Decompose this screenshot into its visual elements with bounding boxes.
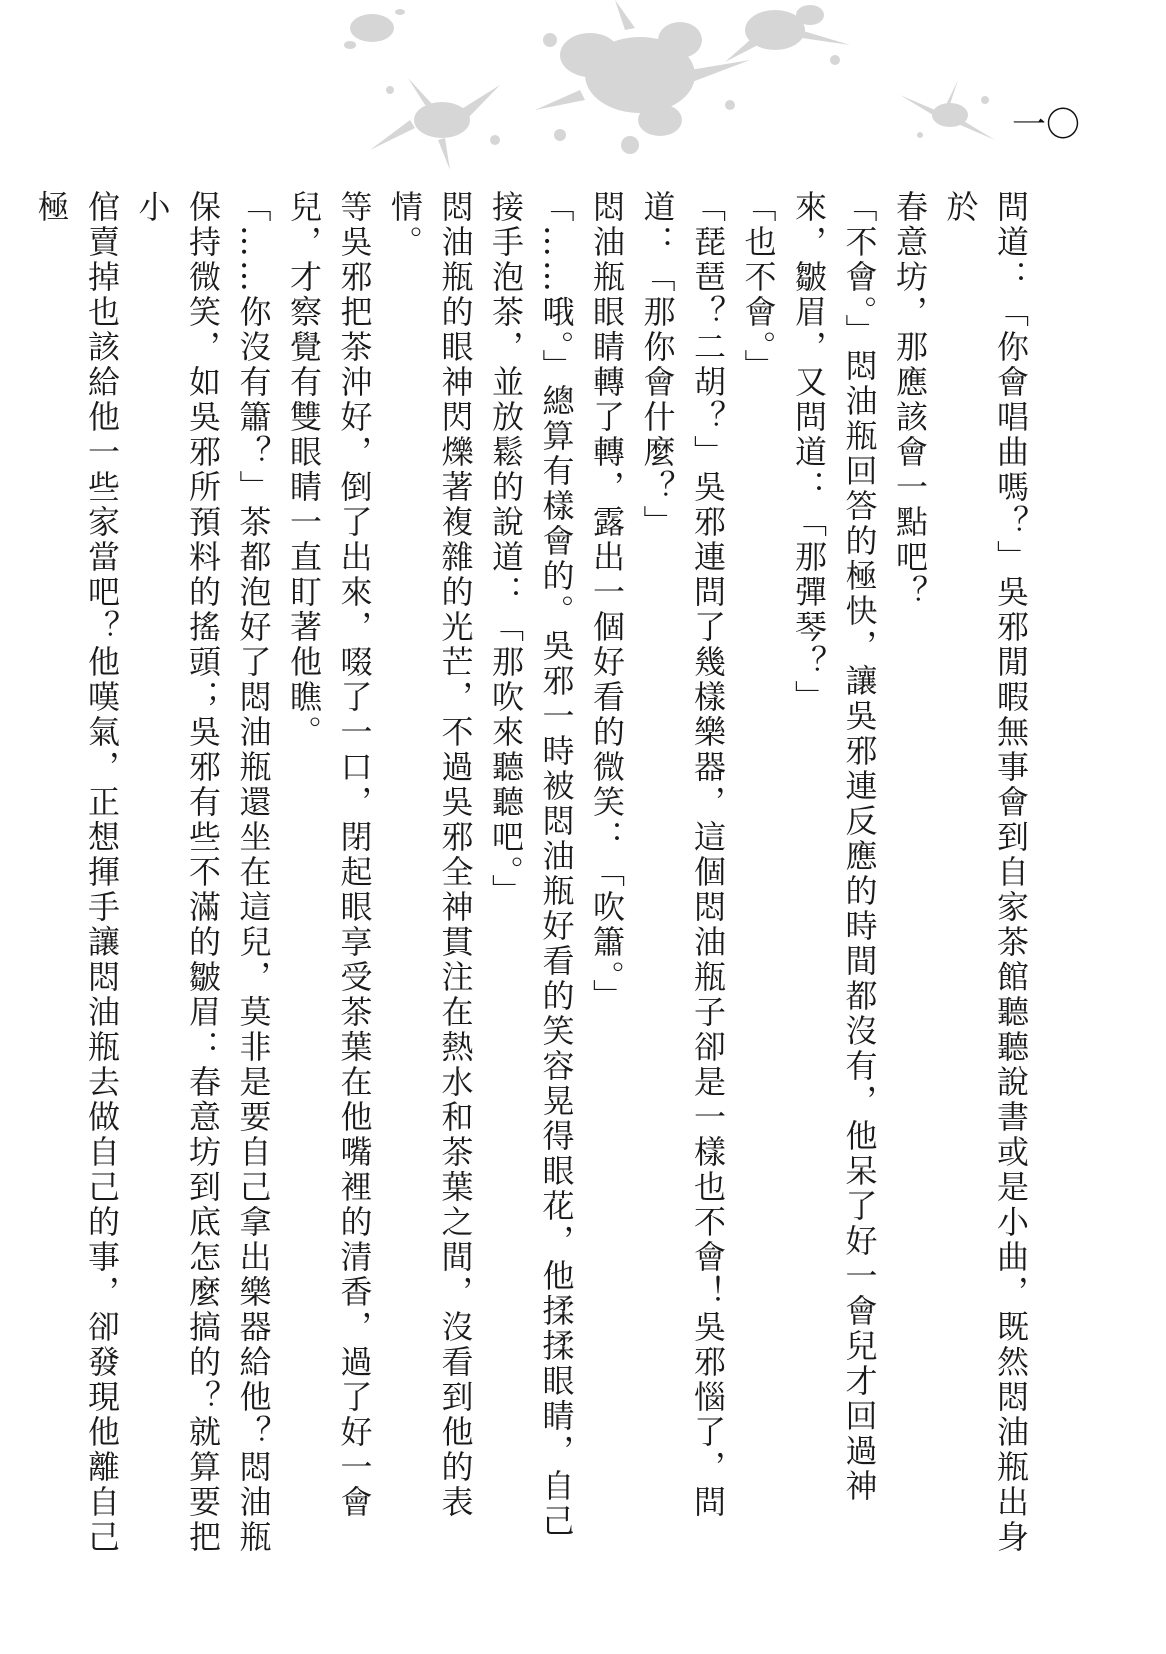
page-number-dash: 一 bbox=[1012, 105, 1046, 145]
text-line: 「琵琶？二胡？」吳邪連問了幾樣樂器，這個悶油瓶子卻是一樣也不會！吳邪惱了，問 bbox=[689, 190, 727, 1520]
text-line: 「……哦。」總算有樣會的。吳邪一時被悶油瓶好看的笑容晃得眼花，他揉揉眼睛，自己 bbox=[537, 190, 576, 1539]
body-text bbox=[26, 190, 1036, 1570]
text-line: 春意坊，那應該會一點吧？ bbox=[891, 190, 929, 610]
text-line: 悶油瓶的眼神閃爍著複雜的光芒，不過吳邪全神貫注在熱水和茶葉之間，沒看到他的表 bbox=[436, 190, 475, 1520]
text-line: 倌賣掉也該給他一些家當吧？他嘆氣，正想揮手讓悶油瓶去做自己的事，卻發現他離自己極 bbox=[32, 190, 121, 1555]
text-line: 悶油瓶眼睛轉了轉，露出一個好看的微笑：「吹簫。」 bbox=[588, 190, 626, 1014]
text-line: 道：「那你會什麼？」 bbox=[638, 190, 677, 540]
text-line: 「……你沒有簫？」茶都泡好了悶油瓶還坐在這兒，莫非是要自己拿出樂器給他？悶油瓶 bbox=[234, 190, 273, 1555]
text-line: 接手泡茶，並放鬆的說道：「那吹來聽聽吧。」 bbox=[487, 190, 525, 909]
text-line: 兒，才察覺有雙眼睛一直盯著他瞧。 bbox=[285, 190, 323, 750]
text-line: 「也不會。」 bbox=[739, 190, 778, 384]
text-line: 保持微笑，如吳邪所預料的搖頭；吳邪有些不滿的皺眉：春意坊到底怎麼搞的？就算要把小 bbox=[133, 190, 222, 1555]
text-line: 情。 bbox=[386, 190, 424, 260]
text-line: 來，皺眉，又問道：「那彈琴？」 bbox=[790, 190, 828, 715]
text-line: 「不會。」悶油瓶回答的極快，讓吳邪連反應的時間都沒有，他呆了好一會兒才回過神 bbox=[840, 190, 879, 1504]
ink-splatter-decoration bbox=[330, 0, 1090, 175]
page-number bbox=[1012, 105, 1080, 145]
page-number-digit: 〇 bbox=[1046, 105, 1080, 145]
text-line: 問道：「你會唱曲嗎？」吳邪閒暇無事會到自家茶館聽聽說書或是小曲，既然悶油瓶出身於 bbox=[941, 190, 1030, 1555]
text-line: 等吳邪把茶沖好，倒了出來，啜了一口，閉起眼享受茶葉在他嘴裡的清香，過了好一會 bbox=[335, 190, 374, 1520]
